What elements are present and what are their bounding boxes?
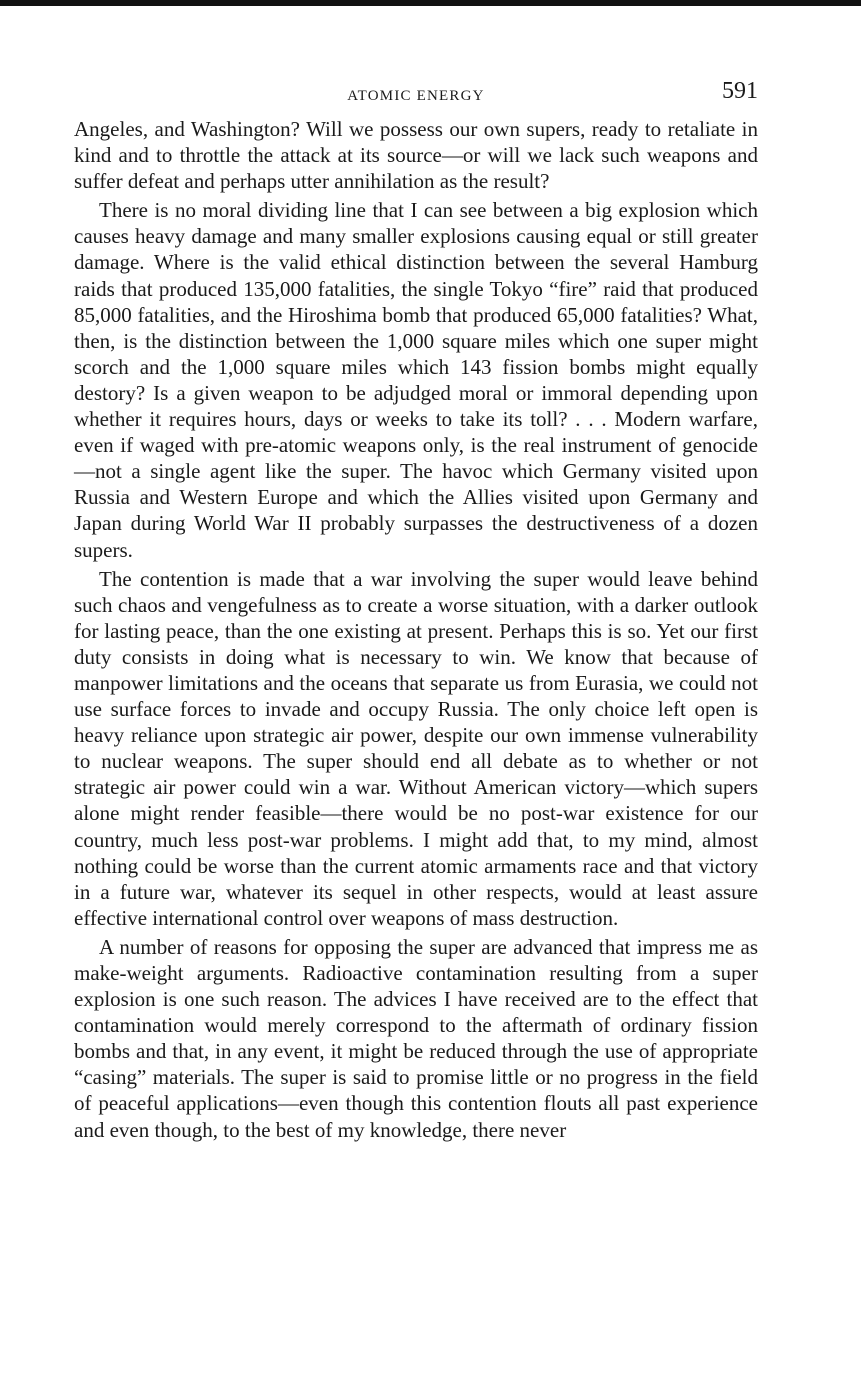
paragraph-moral-dividing-line: There is no moral dividing line that I can see between a big explosion which causes heavy damage and many smaller explosions causing equal or still greater damage. Where is the valid ethical distinction between the several Hamburg raids that produced 135,000 fatalities, the single Tokyo “fire” raid that produced 85,000 fatalities, and the Hiroshima bomb that produced 65,000 fatalities? What, then, is the distinction between the 1,000 square miles which one super might scorch and the 1,000 square miles which 143 fission bombs might equally destory? Is a given weapon to be adjudged moral or immoral depending upon whether it requires hours, days or weeks to take its toll? . . . Modern warfare, even if waged with pre-atomic weapons only, is the real instrument of genocide—not a single agent like the super. The havoc which Germany visited upon Russia and Western Europe and which the Allies visited upon Germany and Japan during World War II probably surpasses the destructiveness of a dozen supers. — [74, 198, 758, 562]
top-edge-rule — [0, 0, 861, 6]
running-header — [74, 76, 758, 116]
running-title: ATOMIC ENERGY — [347, 88, 485, 104]
page-number: 591 — [722, 78, 758, 104]
body-text — [74, 116, 758, 1143]
paragraph-war-contention: The contention is made that a war involving the super would leave behind such chaos and vengefulness as to create a worse situation, with a darker outlook for lasting peace, than the one existing at present. Perhaps this is so. Yet our first duty consists in doing what is necessary to win. We know that because of manpower limitations and the oceans that separate us from Eurasia, we could not use surface forces to invade and occupy Russia. The only choice left open is heavy reliance upon strategic air power, despite our own immense vulnerability to nuclear weapons. The super should end all debate as to whether or not strategic air power could win a war. Without American victory—which supers alone might render feasible—there would be no post-war existence for our country, much less post-war problems. I might add that, to my mind, almost nothing could be worse than the current atomic armaments race and that victory in a future war, whatever its sequel in other respects, would at least assure effective international control over weapons of mass destruction. — [74, 566, 758, 930]
book-page — [74, 76, 758, 1143]
paragraph-continued: Angeles, and Washington? Will we possess our own supers, ready to retaliate in kind and to throttle the attack at its source—or will we lack such weapons and suffer defeat and perhaps utter annihilation as the result? — [74, 117, 758, 194]
paragraph-reasons-opposing: A number of reasons for opposing the super are advanced that impress me as make-weight arguments. Radioactive contamination resulting from a super explosion is one such reason. The advices I have received are to the effect that contamination would merely correspond to the aftermath of ordinary fission bombs and that, in any event, it might be reduced through the use of appropriate “casing” materials. The super is said to promise little or no progress in the field of peaceful applications—even though this contention flouts all past experience and even though, to the best of my knowledge, there never — [74, 934, 758, 1142]
